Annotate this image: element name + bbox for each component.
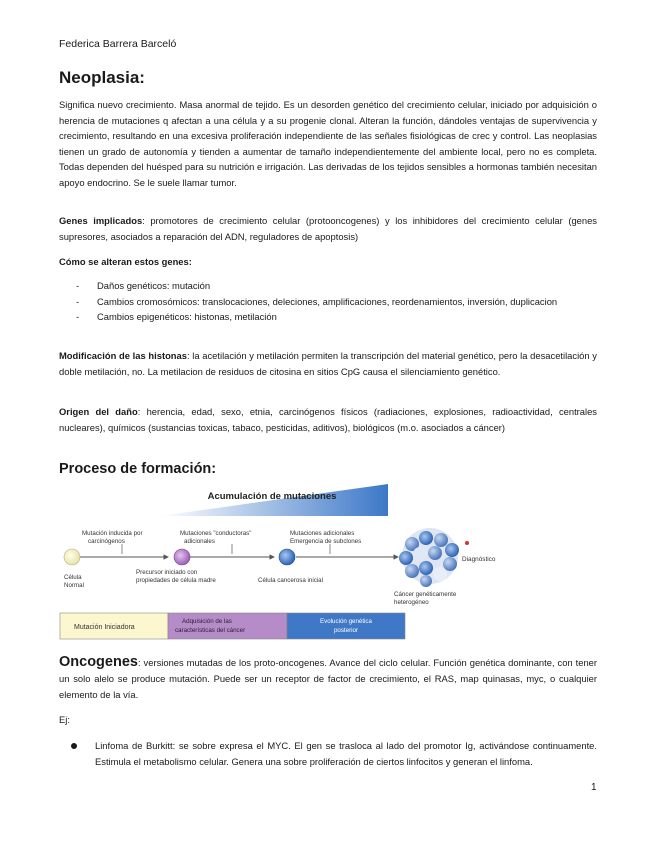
label-mutacion-inducida: Mutación inducida por xyxy=(82,530,143,537)
page-title: Neoplasia: xyxy=(59,68,145,87)
genes-label: Genes implicados xyxy=(59,215,143,226)
label-mutaciones-adicionales: Mutaciones adicionales xyxy=(290,530,355,537)
label-cancerosa-inicial: Célula cancerosa inicial xyxy=(258,577,324,584)
label-heterogeneo: heterogéneo xyxy=(394,599,429,606)
precursor-cell-icon xyxy=(174,549,190,565)
stage-adquisicion-label-1: Adquisición de las xyxy=(182,618,232,625)
label-cancer-genetico: Cáncer genéticamente xyxy=(394,591,457,598)
dash-marker: - xyxy=(76,311,80,323)
label-subclones: Emergencia de subclones xyxy=(290,538,362,545)
alteran-suffix: : xyxy=(188,256,192,267)
cancer-cell-icon xyxy=(279,549,295,565)
genes-text: : promotores de crecimiento celular (protooncogenes) y los inhibidores del crecimiento celular (genes supresores, asociados a reparación del ADN, reguladores de apoptosis) xyxy=(59,215,597,242)
list-item xyxy=(59,738,597,770)
origen-paragraph xyxy=(59,404,597,435)
page-number: 1 xyxy=(591,782,597,793)
list-item-text: Linfoma de Burkitt: se sobre expresa el MYC. El gen se trasloca al lado del promotor Ig, activándose continuamente. Estimula el metabolismo celular. Genera una sobre proliferación de ciertos linfocitos y generan el linfoma. xyxy=(95,740,597,767)
alteran-list xyxy=(59,278,597,325)
histonas-label: Modificación de las histonas xyxy=(59,350,187,361)
list-item-text: Daños genéticos: mutación xyxy=(97,280,211,291)
label-carcinogenos: carcinógenos xyxy=(88,538,125,545)
normal-cell-icon xyxy=(64,549,80,565)
histonas-text: : la acetilación y metilación permiten la transcripción del material genético, pero la desacetilación y doble metilación, no. La metilacion de residuos de citosina en sitios CpG causa el silenciamiento genético. xyxy=(59,350,597,377)
label-normal: Normal xyxy=(64,582,84,589)
genes-paragraph xyxy=(59,213,597,244)
example-label: Ej: xyxy=(59,714,70,725)
label-conductoras: Mutaciones "conductoras" xyxy=(180,530,252,537)
histonas-paragraph xyxy=(59,348,597,379)
mutation-diagram xyxy=(60,482,496,644)
label-precursor: Precursor iniciado con xyxy=(136,569,198,576)
list-item xyxy=(59,309,597,325)
intro-paragraph: Significa nuevo crecimiento. Masa anormal de tejido. Es un desorden genético del crecimiento celular, iniciado por adquisición o herencia de mutaciones q afectan a una célula y a su progenie clonal. Alteran la función, dándoles ventajas de supervivencia y crecimiento, resultando en una excesiva proliferación independiente de las señales fisiológicas de crec y control. Las neoplasias tienen un grado de autonomía y tienden a aumentar de tamaño independientemente del ambiente local, pero no es completa. Todas dependen del huésped para su nutrición e irrigación. Las derivadas de los tejidos sensibles a hormonas también necesitan apoyo endocrino. Se le suele llamar tumor. xyxy=(59,99,597,188)
example-list xyxy=(59,738,597,770)
dash-marker: - xyxy=(76,295,80,307)
alteran-label: Cómo se alteran estos genes xyxy=(59,256,189,267)
oncogenes-text: : versiones mutadas de los proto-oncogenes. Avance del ciclo celular. Función genética dominante, con tener un solo alelo se produce mutación. Puede ser un receptor de factor de crecimiento, el RAS, map quinasas, myc, o cualquier elemento de la vía. xyxy=(59,657,597,700)
stage-evolucion-label-2: posterior xyxy=(333,627,359,634)
stage-adquisicion xyxy=(168,613,287,639)
origen-label: Origen del daño xyxy=(59,406,138,417)
oncogenes-label: Oncogenes xyxy=(59,654,138,670)
list-item-text: Cambios epigenéticos: histonas, metilación xyxy=(97,311,277,323)
tumor-cluster-icon xyxy=(399,528,459,587)
proceso-title: Proceso de formación: xyxy=(59,461,217,477)
banner-label: Acumulación de mutaciones xyxy=(207,491,337,502)
alteran-heading xyxy=(59,254,597,270)
stage-evolucion xyxy=(287,613,405,639)
stage-iniciadora-label: Mutación Iniciadora xyxy=(74,624,135,631)
author-header: Federica Barrera Barceló xyxy=(59,38,177,50)
list-item xyxy=(59,294,597,310)
stage-evolucion-label-1: Evolución genética xyxy=(320,618,372,625)
label-adicionales: adicionales xyxy=(184,538,215,545)
dash-marker: - xyxy=(76,280,80,291)
label-diagnostico: Diagnóstico xyxy=(462,556,496,563)
diagnosis-marker-icon xyxy=(465,541,469,545)
label-celula: Célula xyxy=(64,574,82,581)
stage-adquisicion-label-2: características del cáncer xyxy=(175,627,246,634)
list-item xyxy=(59,278,597,294)
bullet-icon xyxy=(71,743,77,749)
oncogenes-paragraph xyxy=(59,654,597,703)
list-item-text: Cambios cromosómicos: translocaciones, deleciones, amplificaciones, reordenamientos, inversión, duplicacion xyxy=(97,295,558,307)
origen-text: : herencia, edad, sexo, etnia, carcinógenos físicos (radiaciones, explosiones, radioactividad, centrales nucleares), químicos (sustancias toxicas, tabaco, pesticidas, aditivos), biológicos (m.o. asociados a cáncer) xyxy=(59,406,597,433)
label-propiedades: propiedades de célula madre xyxy=(136,577,216,584)
